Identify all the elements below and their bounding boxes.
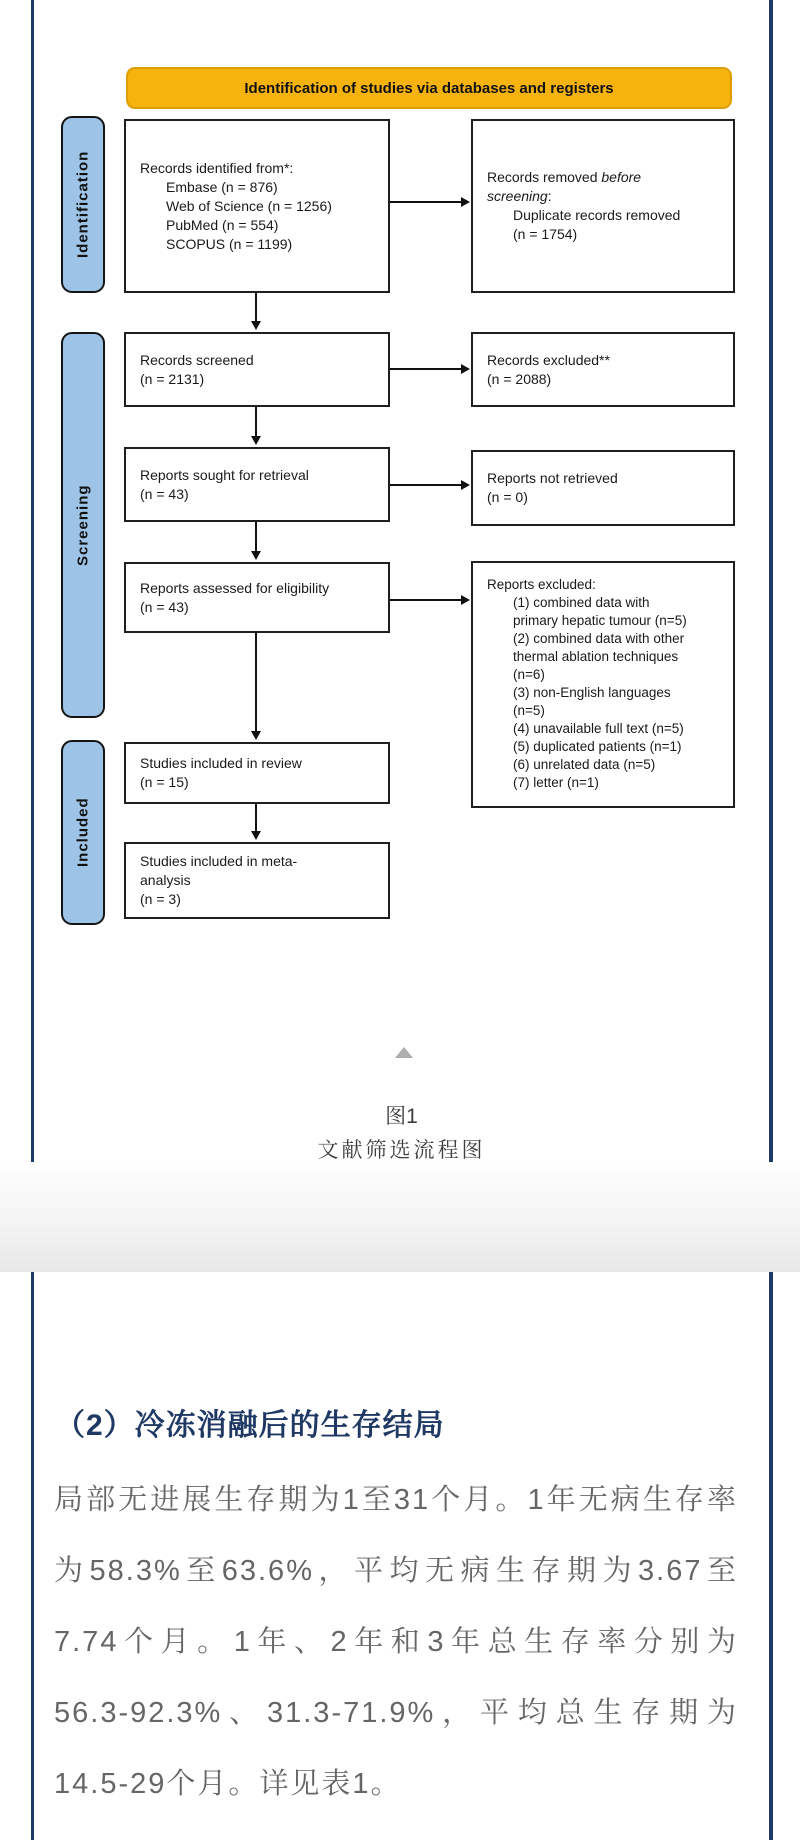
flow-header-banner xyxy=(126,67,732,109)
box-reports-excluded-reasons: Reports excluded: (1) combined data with primary hepatic tumour (n=5) (2) combined data with other thermal ablation techniques (n=6) (3) non-English languages (n=5) (4) unavailable full text (n=5) (5) duplicated patients (n=1) (6) unrelated data (n=5) (7) letter (n=1) xyxy=(471,561,735,808)
stage-label-screening: Screening xyxy=(61,332,105,718)
paragraph-line: 14.5-29个月。详见表1。 xyxy=(54,1768,402,1800)
flow-header-label: Identification of studies via databases and registers xyxy=(244,79,614,97)
box-records-identified: Records identified from*: Embase (n = 876) Web of Science (n = 1256) PubMed (n = 554) SCOPUS (n = 1199) xyxy=(124,119,390,293)
stage-label-identification: Identification xyxy=(61,116,105,293)
stage-label-included: Included xyxy=(61,740,105,925)
page-right-border xyxy=(769,0,773,1840)
section-paragraph xyxy=(54,1477,738,1832)
section-heading: （2）冷冻消融后的生存结局 xyxy=(55,1409,445,1442)
paragraph-line: 56.3-92.3%、31.3-71.9%，平均总生存期为 xyxy=(54,1697,738,1729)
box-studies-review: Studies included in review (n = 15) xyxy=(124,742,390,804)
box-reports-not-retrieved: Reports not retrieved (n = 0) xyxy=(471,450,735,526)
paragraph-line: 7.74个月。1年、2年和3年总生存率分别为 xyxy=(54,1626,738,1658)
box-records-excluded: Records excluded** (n = 2088) xyxy=(471,332,735,407)
paragraph-line: 局部无进展生存期为1至31个月。1年无病生存率 xyxy=(54,1484,738,1516)
section-divider-gradient xyxy=(0,1162,800,1272)
page-left-border xyxy=(31,0,34,1840)
box-reports-sought: Reports sought for retrieval (n = 43) xyxy=(124,447,390,522)
paragraph-line: 为58.3%至63.6%，平均无病生存期为3.67至 xyxy=(54,1555,738,1587)
box-reports-assessed: Reports assessed for eligibility (n = 43) xyxy=(124,562,390,633)
box-studies-meta-analysis: Studies included in meta- analysis (n = 3) xyxy=(124,842,390,919)
figure-title: 文献筛选流程图 xyxy=(317,1139,486,1162)
figure-number: 图1 xyxy=(385,1105,418,1128)
box-records-screened: Records screened (n = 2131) xyxy=(124,332,390,407)
box-records-removed: Records removed before screening: Duplicate records removed (n = 1754) xyxy=(471,119,735,293)
collapse-triangle-icon[interactable] xyxy=(395,1047,413,1058)
